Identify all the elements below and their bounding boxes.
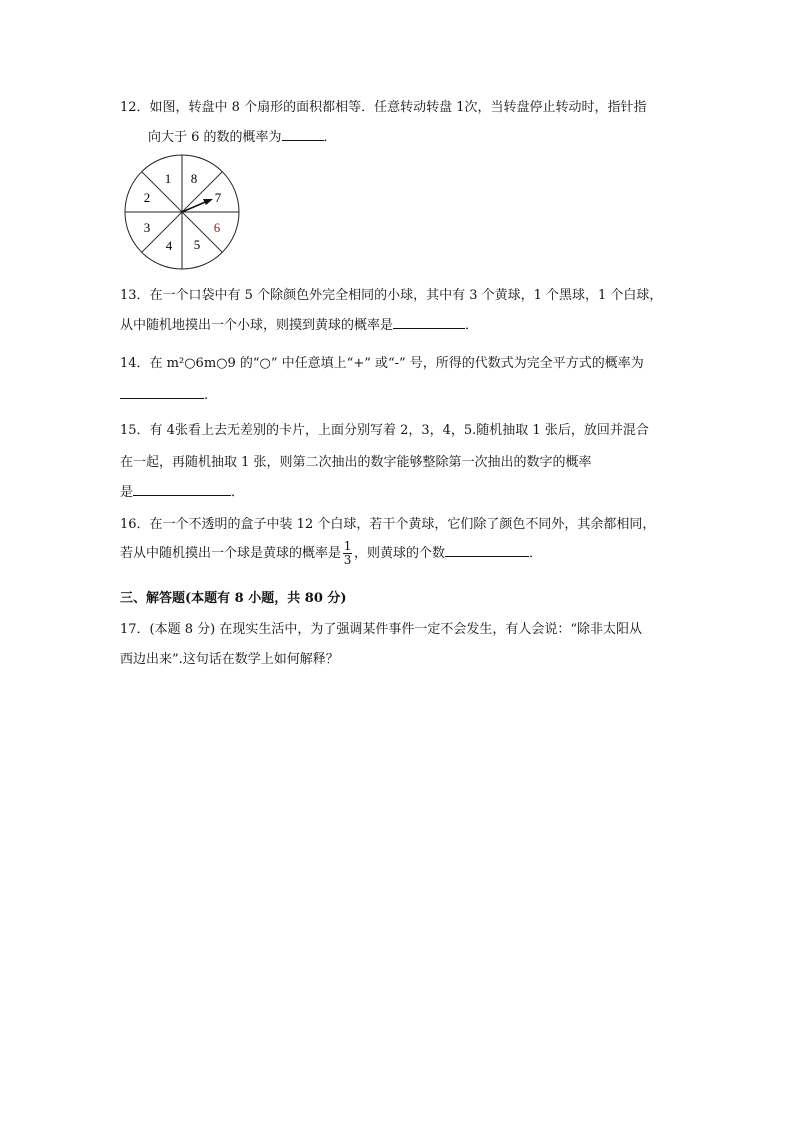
q16-text-a: 若从中随机摸出一个球是黄球的概率是: [120, 546, 342, 561]
q16-end: ．: [529, 546, 543, 561]
spinner-label-8: 8: [190, 171, 198, 186]
q12-line1: 12．如图，转盘中 8 个扇形的面积都相等．任意转动转盘 1次，当转盘停止转动时，指针指: [120, 100, 647, 115]
q15-line2: 在一起，再随机抽取 1 张，则第二次抽出的数字能够整除第一次抽出的数字的概率: [120, 455, 592, 470]
spinner-label-3: 3: [143, 220, 151, 235]
q15-line3: [120, 481, 244, 500]
spinner-label-4: 4: [165, 238, 173, 253]
spinner-label-6: 6: [213, 220, 221, 235]
q15-answer-blank[interactable]: [133, 483, 231, 496]
q14-line1: 14．在 m²○6m○9 的“○” 中任意填上“+” 或“-” 号，所得的代数式为完全平方式的概率为: [120, 356, 644, 371]
q16-frac-numerator: 1: [343, 539, 352, 553]
spinner-label-7: 7: [214, 190, 222, 205]
q14-answer-blank[interactable]: [120, 386, 204, 399]
q15-end: ．: [231, 485, 245, 500]
q13-line2: [120, 314, 478, 333]
q17-line1: 17．(本题 8 分) 在现实生活中，为了强调某件事件一定不会发生，有人会说：“除非太阳从: [120, 622, 643, 637]
q14-end: .: [204, 388, 209, 403]
q16-text-b: ，则黄球的个数: [354, 546, 446, 561]
q16-fraction: [343, 540, 352, 567]
q12-text: 向大于 6 的数的概率为: [148, 130, 282, 145]
q16-frac-denominator: 3: [343, 553, 352, 567]
q12-end: ．: [323, 130, 337, 145]
q16-line2: [120, 540, 542, 567]
section-three-heading: 三、解答题(本题有 8 小题，共 80 分): [120, 591, 347, 606]
q15-text: 是: [120, 485, 134, 500]
q17-line2: 西边出来”.这句话在数学上如何解释？: [120, 652, 339, 667]
spinner-figure: [122, 154, 242, 274]
q14-line2: [120, 386, 208, 403]
q13-line1: 13．在一个口袋中有 5 个除颜色外完全相同的小球，其中有 3 个黄球，1 个黑球，1 个白球，: [120, 288, 663, 303]
q16-line1: 16．在一个不透明的盒子中装 12 个白球，若干个黄球，它们除了颜色不同外，其余都相同，: [120, 517, 656, 532]
q13-text: 从中随机地摸出一个小球，则摸到黄球的概率是: [120, 318, 394, 333]
q13-end: ．: [465, 318, 479, 333]
q12-answer-blank[interactable]: [282, 128, 324, 141]
q13-answer-blank[interactable]: [393, 316, 465, 329]
q16-answer-blank[interactable]: [445, 544, 529, 557]
q12-line2: [148, 126, 337, 145]
spinner-label-2: 2: [143, 190, 151, 205]
spinner-label-5: 5: [193, 237, 201, 252]
q15-line1: 15．有 4张看上去无差别的卡片，上面分别写着 2，3，4，5.随机抽取 1 张后，放回并混合: [120, 423, 649, 438]
spinner-label-1: 1: [164, 171, 172, 186]
